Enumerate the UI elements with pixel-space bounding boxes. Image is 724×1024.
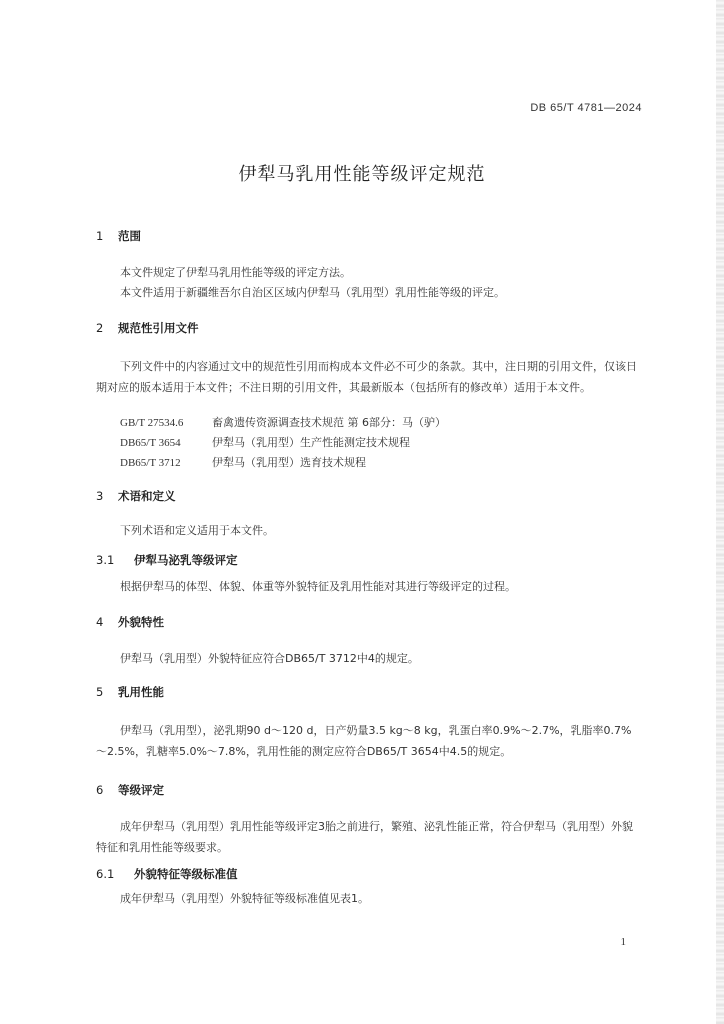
section-title: 范围 bbox=[118, 229, 141, 243]
scan-edge-artifact bbox=[716, 0, 724, 1024]
reference-code: GB/T 27534.6 bbox=[120, 417, 184, 429]
section-title: 术语和定义 bbox=[118, 489, 176, 503]
section-3-1-heading bbox=[96, 552, 238, 568]
paragraph: 本文件规定了伊犁马乳用性能等级的评定方法。 bbox=[120, 266, 351, 279]
section-number: 6.1 bbox=[96, 867, 115, 881]
section-title: 等级评定 bbox=[118, 783, 164, 797]
section-number: 5 bbox=[96, 685, 104, 699]
reference-code: DB65/T 3712 bbox=[120, 457, 181, 469]
section-number: 3 bbox=[96, 489, 104, 503]
paragraph: 下列文件中的内容通过文中的规范性引用而构成本文件必不可少的条款。其中，注日期的引用文件，仅该日期对应的版本适用于本文件；不注日期的引用文件，其最新版本（包括所有的修改单）适用于本文件。 bbox=[96, 360, 637, 394]
section-5-heading bbox=[96, 684, 164, 700]
section-title: 外貌特征等级标准值 bbox=[134, 867, 238, 881]
section-number: 4 bbox=[96, 615, 104, 629]
section-3-heading bbox=[96, 488, 176, 504]
paragraph: 本文件适用于新疆维吾尔自治区区域内伊犁马（乳用型）乳用性能等级的评定。 bbox=[120, 286, 505, 299]
section-6-heading bbox=[96, 782, 164, 798]
reference-name: 伊犁马（乳用型）选育技术规程 bbox=[212, 456, 366, 469]
reference-item bbox=[120, 434, 410, 450]
section-6-1-heading bbox=[96, 866, 238, 882]
section-number: 1 bbox=[96, 229, 104, 243]
document-title: 伊犁马乳用性能等级评定规范 bbox=[238, 164, 486, 185]
document-id: DB 65/T 4781—2024 bbox=[530, 102, 642, 114]
reference-code: DB65/T 3654 bbox=[120, 437, 181, 449]
section-title: 伊犁马泌乳等级评定 bbox=[134, 553, 238, 567]
section-number: 3.1 bbox=[96, 553, 115, 567]
reference-item bbox=[120, 454, 366, 470]
section-title: 规范性引用文件 bbox=[118, 321, 199, 335]
section-title: 乳用性能 bbox=[118, 685, 164, 699]
section-1-heading bbox=[96, 228, 141, 244]
page-number: 1 bbox=[620, 936, 626, 948]
paragraph: 下列术语和定义适用于本文件。 bbox=[120, 524, 274, 537]
section-4-heading bbox=[96, 614, 164, 630]
paragraph: 根据伊犁马的体型、体貌、体重等外貌特征及乳用性能对其进行等级评定的过程。 bbox=[120, 580, 516, 593]
paragraph: 成年伊犁马（乳用型）外貌特征等级标准值见表1。 bbox=[120, 892, 369, 905]
reference-item bbox=[120, 414, 446, 430]
paragraph: 伊犁马（乳用型）外貌特征应符合DB65/T 3712中4的规定。 bbox=[120, 652, 419, 665]
section-2-heading bbox=[96, 320, 199, 336]
reference-name: 伊犁马（乳用型）生产性能测定技术规程 bbox=[212, 436, 410, 449]
section-number: 2 bbox=[96, 321, 104, 335]
reference-name: 畜禽遗传资源调查技术规范 第 6部分：马（驴） bbox=[212, 416, 446, 429]
section-number: 6 bbox=[96, 783, 104, 797]
paragraph: 伊犁马（乳用型），泌乳期90 d～120 d，日产奶量3.5 kg～8 kg，乳蛋白率0.9%～2.7%，乳脂率0.7%～2.5%，乳糖率5.0%～7.8%，乳用性能的测定应符合DB65/T 3654中4.5的规定。 bbox=[96, 724, 632, 758]
section-title: 外貌特性 bbox=[118, 615, 164, 629]
paragraph: 成年伊犁马（乳用型）乳用性能等级评定3胎之前进行，繁殖、泌乳性能正常，符合伊犁马（乳用型）外貌特征和乳用性能等级要求。 bbox=[96, 820, 633, 854]
